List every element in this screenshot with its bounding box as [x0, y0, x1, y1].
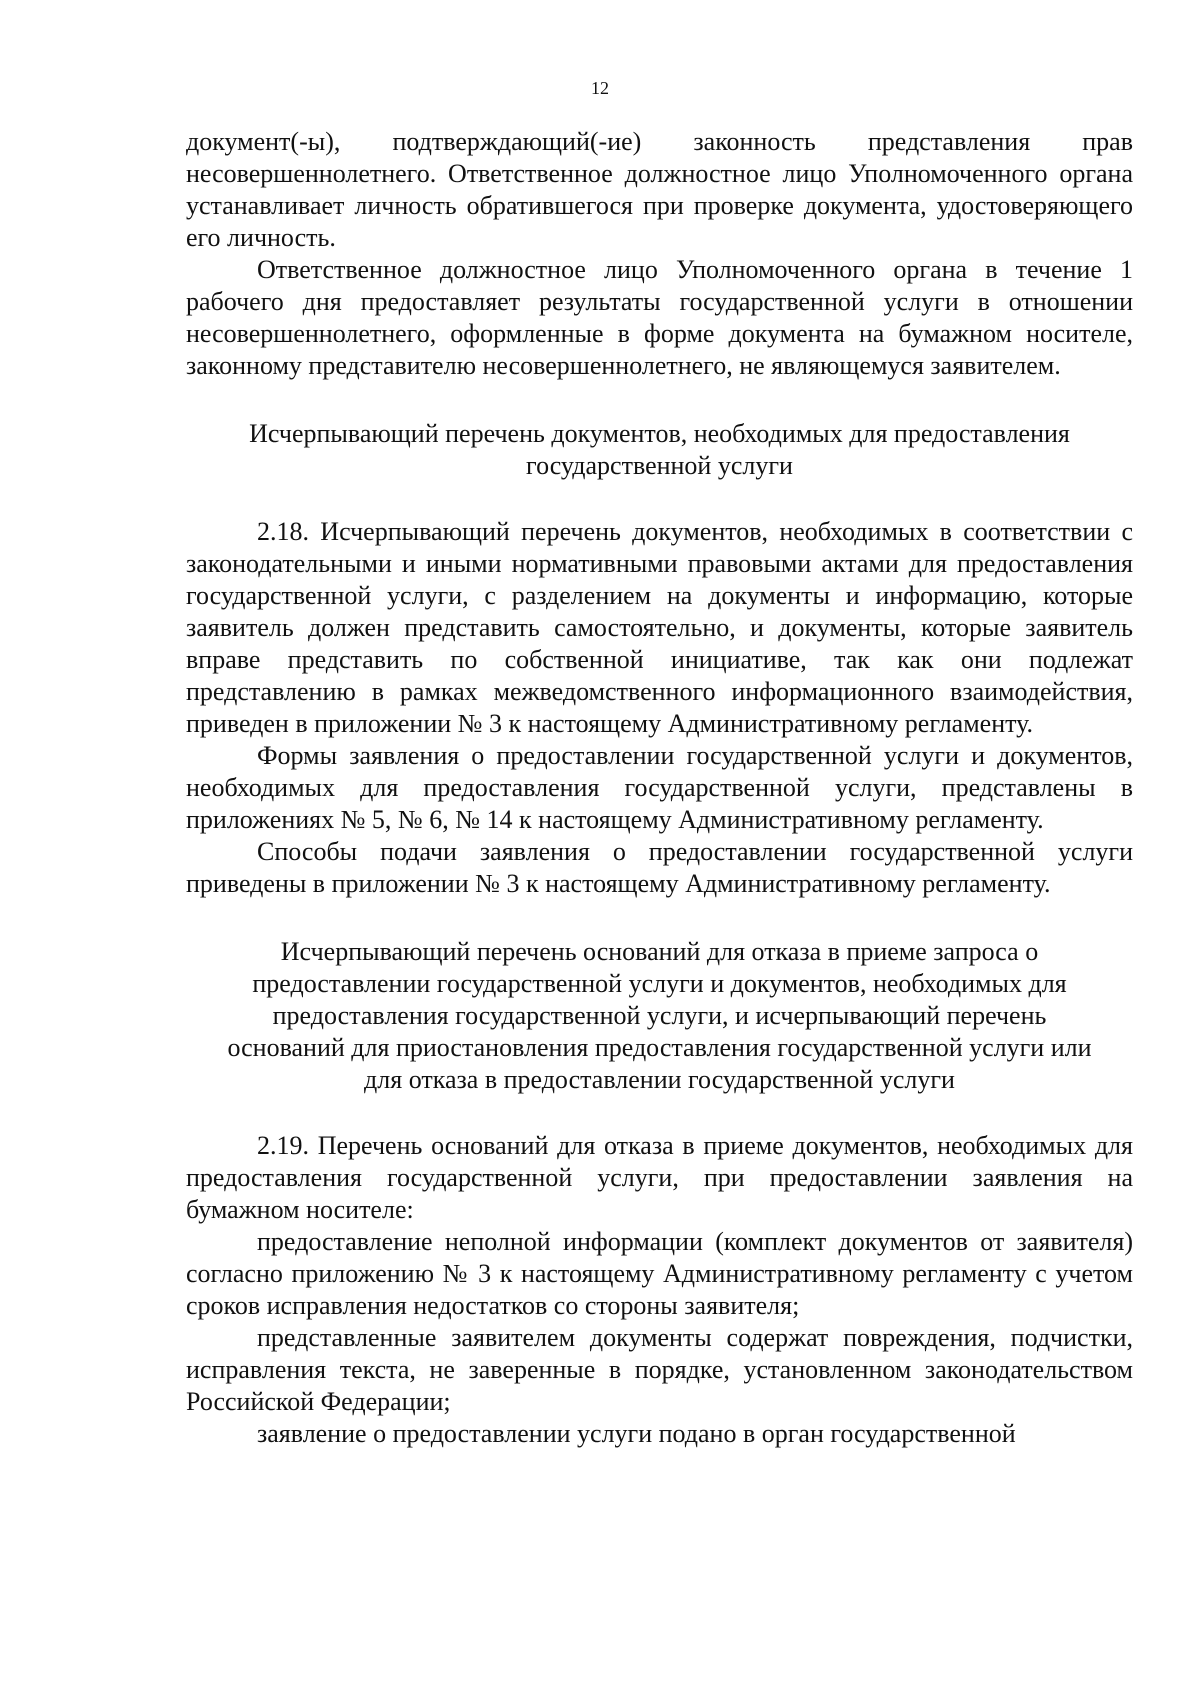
heading-line: предоставлении государственной услуги и документов, необходимых для: [252, 969, 1067, 998]
heading-line: оснований для приостановления предоставления государственной услуги или: [227, 1033, 1092, 1062]
heading-line: государственной услуги: [526, 451, 793, 480]
paragraph-application-forms: Формы заявления о предоставлении государственной услуги и документов, необходимых для предоставления государственной услуги, представлены в приложениях № 5, № 6, № 14 к настоящему Административному регламенту.: [186, 741, 1133, 834]
refusal-ground-damaged-documents: представленные заявителем документы содержат повреждения, подчистки, исправления текста, не заверенные в порядке, установленном законодательством Российской Федерации;: [186, 1323, 1133, 1416]
clause-2-18: 2.18. Исчерпывающий перечень документов, необходимых в соответствии с законодательными и иными нормативными правовыми актами для предоставления государственной услуги, с разделением на документы и информацию, которые заявитель должен представить самостоятельно, и документы, которые заявитель вправе представить по собственной инициативе, так как они подлежат представлению в рамках межведомственного информационного взаимодействия, приведен в приложении № 3 к настоящему Административному регламенту.: [186, 517, 1133, 738]
heading-line: Исчерпывающий перечень оснований для отказа в приеме запроса о: [280, 937, 1039, 966]
paragraph-submission-methods: Способы подачи заявления о предоставлении государственной услуги приведены в приложении № 3 к настоящему Административному регламенту.: [186, 837, 1133, 898]
paragraph-responsible-official: Ответственное должностное лицо Уполномоченного органа в течение 1 рабочего дня предоставляет результаты государственной услуги в отношении несовершеннолетнего, оформленные в форме документа на бумажном носителе, законному представителю несовершеннолетнего, не являющемуся заявителем.: [186, 255, 1133, 380]
page-number: 12: [591, 78, 609, 98]
document-body: [186, 126, 1133, 1450]
paragraph-continuation: документ(-ы), подтверждающий(-ие) законность представления прав несовершеннолетнего. Ответственное должностное лицо Уполномоченного органа устанавливает личность обратившегося при проверке документа, удостоверяющего его личность.: [186, 127, 1133, 252]
heading-line: предоставления государственной услуги, и исчерпывающий перечень: [272, 1001, 1047, 1030]
section-heading-refusal-grounds: [186, 936, 1133, 1096]
heading-line: Исчерпывающий перечень документов, необходимых для предоставления: [249, 419, 1070, 448]
section-heading-documents-list: [186, 418, 1133, 482]
clause-2-19: 2.19. Перечень оснований для отказа в приеме документов, необходимых для предоставления государственной услуги, при предоставлении заявления на бумажном носителе:: [186, 1131, 1133, 1224]
heading-line: для отказа в предоставлении государственной услуги: [364, 1065, 955, 1094]
refusal-ground-incomplete-info: предоставление неполной информации (комплект документов от заявителя) согласно приложению № 3 к настоящему Административному регламенту с учетом сроков исправления недостатков со стороны заявителя;: [186, 1227, 1133, 1320]
refusal-ground-wrong-authority: заявление о предоставлении услуги подано в орган государственной: [257, 1419, 1016, 1448]
